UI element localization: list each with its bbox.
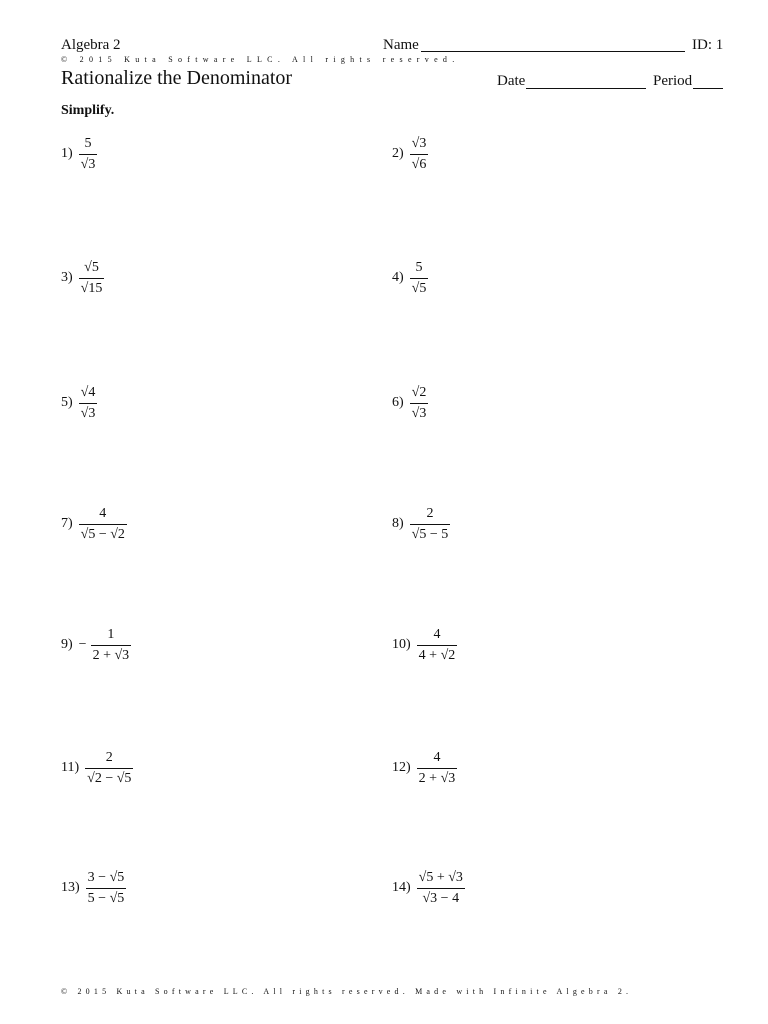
fraction-denominator: 2 + √3 — [92, 647, 130, 663]
fraction-denominator: √5 — [411, 280, 427, 296]
problem-item — [392, 501, 450, 547]
problem-number: 2) — [392, 146, 404, 161]
fraction-numerator: 2 — [85, 751, 133, 769]
fraction-denominator: 4 + √2 — [418, 647, 456, 663]
fraction-denominator: √2 − √5 — [87, 770, 132, 786]
fraction — [410, 507, 451, 542]
fraction — [79, 137, 98, 172]
problem-number: 5) — [61, 395, 73, 410]
fraction-numerator: √4 — [79, 386, 98, 404]
fraction — [417, 751, 458, 786]
problem-number: 14) — [392, 880, 411, 895]
problem-number: 1) — [61, 146, 73, 161]
instructions: Simplify. — [61, 103, 115, 118]
problem-sign: − — [78, 637, 87, 652]
fraction-denominator: 5 − √5 — [87, 890, 125, 906]
fraction-numerator: 5 — [410, 261, 429, 279]
fraction — [410, 386, 429, 421]
problem-number: 9) — [61, 637, 73, 652]
fraction-denominator: √5 − 5 — [411, 526, 449, 542]
fraction-numerator: 2 — [410, 507, 451, 525]
fraction-denominator: √3 — [80, 405, 96, 421]
fraction-denominator: 2 + √3 — [418, 770, 456, 786]
worksheet-title: Rationalize the Denominator — [61, 67, 293, 89]
problem-item — [392, 745, 457, 791]
problem-item — [61, 745, 133, 791]
fraction-denominator: √3 — [411, 405, 427, 421]
period-field-line — [693, 88, 723, 89]
problem-item — [61, 622, 131, 668]
problem-item — [61, 131, 97, 177]
fraction-numerator: 4 — [417, 628, 458, 646]
fraction-numerator: √2 — [410, 386, 429, 404]
fraction-denominator: √3 − 4 — [422, 890, 460, 906]
problem-item — [392, 131, 428, 177]
fraction — [417, 628, 458, 663]
fraction — [79, 507, 127, 542]
problem-number: 8) — [392, 516, 404, 531]
fraction-numerator: √3 — [410, 137, 429, 155]
fraction-denominator: √6 — [411, 156, 427, 172]
period-label: Period — [653, 73, 693, 89]
problem-item — [392, 865, 465, 911]
name-label: Name — [383, 37, 419, 53]
fraction-numerator: 4 — [417, 751, 458, 769]
name-field-line — [421, 51, 685, 52]
fraction — [417, 871, 465, 906]
problem-number: 10) — [392, 637, 411, 652]
problem-item — [61, 380, 97, 426]
copyright-notice-top: © 2015 Kuta Software LLC. All rights reserved. — [61, 55, 460, 64]
problem-number: 3) — [61, 270, 73, 285]
course-name: Algebra 2 — [61, 37, 121, 53]
date-field-line — [526, 88, 646, 89]
fraction-numerator: 5 — [79, 137, 98, 155]
fraction-numerator: 4 — [79, 507, 127, 525]
fraction — [410, 261, 429, 296]
fraction — [410, 137, 429, 172]
problem-number: 12) — [392, 760, 411, 775]
fraction-numerator: 1 — [91, 628, 132, 646]
fraction-numerator: √5 + √3 — [417, 871, 465, 889]
problem-item — [61, 501, 127, 547]
fraction-numerator: 3 − √5 — [86, 871, 127, 889]
problem-number: 4) — [392, 270, 404, 285]
worksheet-id: ID: 1 — [692, 37, 724, 53]
fraction-denominator: √5 − √2 — [80, 526, 125, 542]
fraction — [91, 628, 132, 663]
fraction — [85, 751, 133, 786]
problem-number: 6) — [392, 395, 404, 410]
problem-number: 13) — [61, 880, 80, 895]
fraction — [86, 871, 127, 906]
fraction-denominator: √15 — [80, 280, 103, 296]
problem-item — [61, 255, 104, 301]
problem-number: 7) — [61, 516, 73, 531]
copyright-notice-bottom: © 2015 Kuta Software LLC. All rights reserved. Made with Infinite Algebra 2. — [61, 987, 633, 996]
problem-number: 11) — [61, 760, 80, 775]
problem-item — [392, 622, 457, 668]
fraction-denominator: √3 — [80, 156, 96, 172]
problem-item — [392, 255, 428, 301]
fraction — [79, 386, 98, 421]
problem-item — [61, 865, 126, 911]
problem-item — [392, 380, 428, 426]
fraction-numerator: √5 — [79, 261, 105, 279]
fraction — [79, 261, 105, 296]
date-label: Date — [497, 73, 526, 89]
